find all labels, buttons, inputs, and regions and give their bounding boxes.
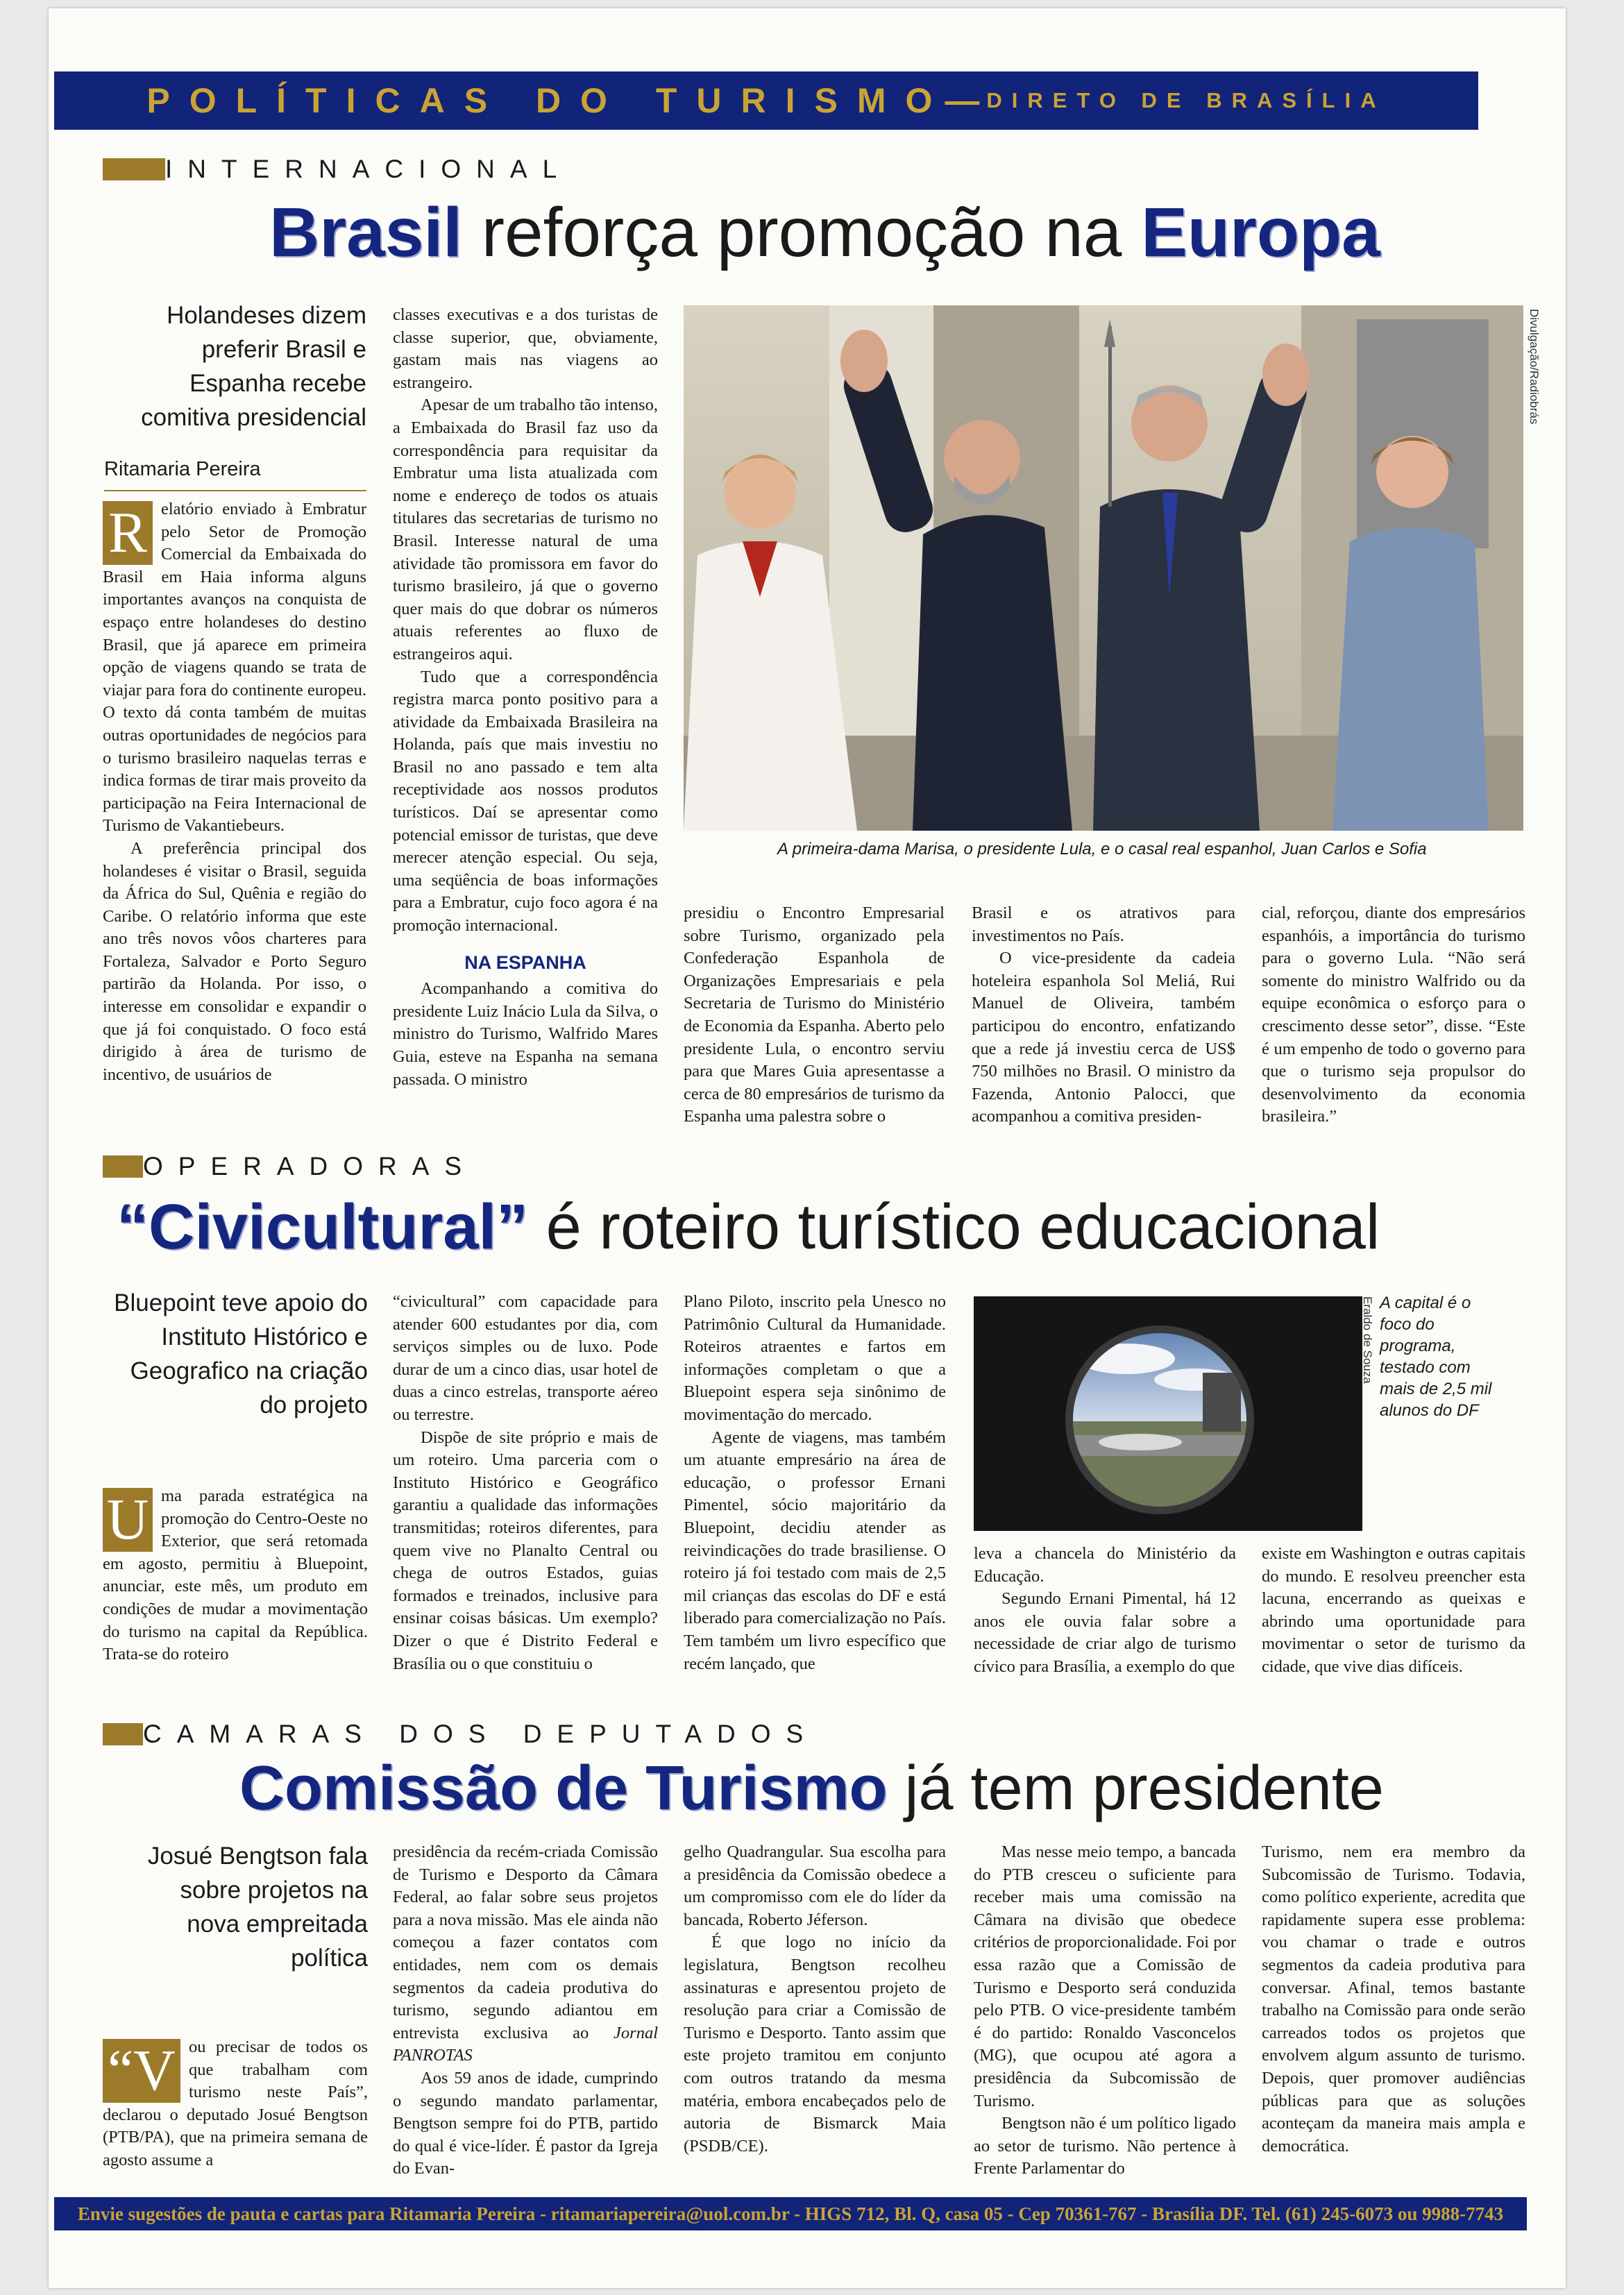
footer-bar (54, 2197, 1527, 2230)
masthead-title: POLÍTICAS DO TURISMO (146, 81, 952, 120)
paragraph: Agente de viagens, mas também um atuante empresário na área de educação, o professor Ernani Pimentel, sócio majoritário da Bluepoint, decidiu atender as reivindicações do trade brasiliense. O roteiro já foi testado com mais de 2,5 mil crianças das escolas do DF e está liberado para comercialização no País. Tem também um livro específico que recém lançado, que (684, 1428, 946, 1673)
section-label-operadoras (103, 1152, 477, 1181)
section-label-camaras (103, 1720, 818, 1749)
masthead-separator: — (945, 81, 980, 120)
article1-photo-credit: Divulgação/Radiobrás (1528, 309, 1541, 425)
dropcap: U (103, 1488, 153, 1552)
paragraph: presidiu o Encontro Empresarial sobre Turismo, organizado pela Confederação Espanhola de Organizações Empresariais e pela Secretaria de Turismo do Ministério de Economia da Espanha. Aberto pelo presidente Lula, o encontro serviu para que Mares Guia apresentasse a cerca de 80 empresários de turismo da Espanha uma palestra sobre o (684, 904, 945, 1126)
paragraph: leva a chancela do Ministério da Educação. (974, 1544, 1236, 1586)
headline-bold-word: “Civicultural” (117, 1192, 529, 1262)
article3-headline (239, 1749, 1384, 1828)
paragraph: Mas nesse meio tempo, a bancada do PTB cresceu o suficiente para receber mais uma comissão na Câmara na divisão que obedece critérios de proporcionalidade. Foi por essa razão que a Comissão de Turismo e Desporto será conduzida pelo PTB. O vice-presidente também é do partido: Ronaldo Vasconcelos (MG), que ocupou até agora a presidência da Subcomissão de Turismo. (974, 1843, 1236, 2110)
article2-photo (974, 1296, 1362, 1531)
article3-column-3 (684, 1841, 946, 2158)
article1-column-4 (972, 902, 1235, 1128)
paragraph: Brasil e os atrativos para investimentos no País. (972, 904, 1235, 945)
section-label-text: OPERADORAS (143, 1152, 477, 1180)
subsection-heading: NA ESPANHA (464, 951, 586, 973)
paragraph-text: presidência da recém-criada Comissão de Turismo e Desporto da Câmara Federal, ao falar sobre seus projetos para a nova missão. Mas ele ainda não começou a fazer contatos com entidades, nem com os demais segmentos da cadeia produtiva do turismo, segundo adiantou em entrevista exclusiva ao (393, 1843, 658, 2042)
article2-column-4 (974, 1543, 1236, 1679)
masthead (54, 71, 1478, 130)
photo-illustration (974, 1296, 1362, 1531)
headline-bold-word: Comissão de Turismo (239, 1754, 888, 1823)
headline-regular-text: reforça promoção na (462, 194, 1142, 271)
paragraph: classes executivas e a dos turistas de classe superior, que, obviamente, gastam mais nas viagens ao estrangeiro. (393, 305, 658, 392)
section-label-internacional (103, 155, 572, 184)
paragraph: Apesar de um trabalho tão intenso, a Embaixada do Brasil faz uso da correspondência para requisitar da Embratur uma lista atualizada com nome e endereço de todos os atuais titulares das secretarias de turismo no Brasil. Interesse natural de uma atividade tão promissora em favor do turismo brasileiro, já que o governo quer mais do que dobrar os números atuais referentes ao fluxo de estrangeiros aqui. (393, 396, 658, 663)
paragraph: elatório enviado à Embratur pelo Setor de Promoção Comercial da Embaixada do Brasil em Haia informa alguns importantes avanços na conquista de espaço entre holandeses do destino Brasil, que já aparece em primeira opção de viagens quando se trata de viajar para fora do continente europeu. O texto dá conta também de muitas outras oportunidades de negócios para o turismo brasileiro naquelas terras e indica formas de tirar mais proveito da participação na Feira Internacional de Turismo de Vakantiebeurs. (103, 500, 366, 836)
paragraph: Plano Piloto, inscrito pela Unesco no Patrimônio Cultural da Humanidade. Roteiros atraentes e fartos em informações completam o que a Bluepoint espera seja sinônimo de movimentação do mercado. (684, 1292, 946, 1424)
section-label-bar (103, 158, 165, 180)
article1-subhead: Holandeses dizem preferir Brasil e Espanha recebe comitiva presidencial (141, 302, 366, 431)
article3-column-5 (1262, 1841, 1525, 2158)
paragraph: Acompanhando a comitiva do presidente Luiz Inácio Lula da Silva, o ministro do Turismo, Walfrido Mares Guia, esteve na Espanha na semana passada. O ministro (393, 979, 658, 1089)
article2-headline (117, 1187, 1380, 1267)
article3-subhead: Josué Bengtson fala sobre projetos na nova empreitada política (147, 1843, 368, 1972)
paragraph: Dispõe de site próprio e mais de um roteiro. Uma parceria com o Instituto Histórico e Geográfico garantiu a qualidade das informações transmitidas; roteiros diferentes, para quem vive no Planalto Central ou chega de outros Estados, guias formados e treinados, inclusive para ensinar coisas básicas. Um exemplo? Dizer o que é Distrito Federal e Brasília ou o que constituiu o (393, 1428, 658, 1673)
paragraph: Turismo, nem era membro da Subcomissão de Turismo. Todavia, como político experiente, acredita que rapidamente supera esse problema: vou chamar o trade e outros segmentos da cadeia produtiva para conversar. Afinal, temos bastante trabalho na Comissão para onde serão carreados todos os projetos que envolvem algum assunto de turismo. Depois, quer promover audiências públicas para que as soluções aconteçam da maneira mais ampla e democrática. (1262, 1843, 1525, 2156)
paragraph: ma parada estratégica na promoção do Centro-Oeste no Exterior, que será retomada em agosto, permitiu à Bluepoint, anunciar, este mês, um produto em condições de mudar a movimentação do turismo na capital da República. Trata-se do roteiro (103, 1487, 368, 1664)
footer-contact-text: Envie sugestões de pauta e cartas para Ritamaria Pereira - ritamariapereira@uol.com.br - HIGS 712, Bl. Q, casa 05 - Cep 70361-767 - Brasília DF. Tel. (61) 245-6073 ou 9988-7743 (77, 2203, 1504, 2224)
paragraph: É que logo no início da legislatura, Bengtson recolheu assinaturas e apresentou projeto de resolução para criar a Comissão de Turismo e Desporto. Tanto assim que este projeto tramitou em conjunto com outros tratando da mesma matéria, embora encabeçados pelo de autoria de Bismarck Maia (PSDB/CE). (684, 1933, 946, 2156)
article3-column-4 (974, 1841, 1236, 2180)
paragraph: “civicultural” com capacidade para atender 600 estudantes por dia, com serviços simples ou de luxo. Pode durar de um a cinco dias, usar hotel de duas a cinco estrelas, transporte aéreo ou terrestre. (393, 1292, 658, 1424)
article3-column-1 (103, 2036, 368, 2172)
paragraph: A preferência principal dos holandeses é visitar o Brasil, seguida da África do Sul, Quênia e região do Caribe. O relatório informa que este ano três novos vôos charteres para Fortaleza, Salvador e Porto Seguro partirão da Holanda. Por isso, o interesse em consolidar e expandir o que já foi conquistado. O foco está dirigido à área de turismo de incentivo, de usuários de (103, 838, 366, 1084)
article2-photo-credit: Eraldo de Souza (1361, 1296, 1374, 1384)
headline-regular-text: já tem presidente (887, 1754, 1384, 1823)
section-label-text: CAMARAS DOS DEPUTADOS (143, 1720, 819, 1748)
article3-column-2 (393, 1841, 658, 2180)
paragraph: gelho Quadrangular. Sua escolha para a presidência da Comissão obedece a um compromisso com ele do líder da bancada, Roberto Jéferson. (684, 1843, 946, 1929)
paragraph: Segundo Ernani Pimental, há 12 anos ele ouvia falar sobre a necessidade de criar algo de turismo cívico para Brasília, a exemplo do que (974, 1589, 1236, 1676)
headline-bold-word: Europa (1141, 194, 1380, 271)
byline-rule (104, 490, 366, 491)
photo-illustration (684, 305, 1523, 831)
paragraph: ou precisar de todos os que trabalham com turismo neste País”, declarou o deputado Josué Bengtson (PTB/PA), que na primeira semana de agosto assume a (103, 2038, 368, 2169)
article1-column-2 (393, 304, 658, 1091)
paragraph: Aos 59 anos de idade, cumprindo o segundo mandato parlamentar, Bengtson sempre foi do PTB, partido do qual é vice-líder. É pastor da Igreja do Evan- (393, 2068, 658, 2178)
masthead-subtitle: DIRETO DE BRASÍLIA (986, 88, 1386, 112)
section-label-bar (103, 1723, 143, 1745)
paragraph (393, 1841, 658, 2067)
article1-headline (269, 191, 1380, 274)
article1-byline: Ritamaria Pereira (104, 458, 261, 480)
article2-column-1 (103, 1485, 368, 1666)
article1-photo (684, 305, 1523, 831)
article1-photo-caption: A primeira-dama Marisa, o presidente Lula, e o casal real espanhol, Juan Carlos e Sofia (777, 840, 1427, 858)
paragraph: cial, reforçou, diante dos empresários espanhóis, a importância do turismo para o governo Lula. “Não será somente do ministro Walfrido ou da equipe econômica o esforço para o crescimento desse setor”, disse. “Este é um empenho de todo o governo para que o turismo seja propulsor do desenvolvimento da economia brasileira.” (1262, 904, 1525, 1126)
article2-column-3 (684, 1291, 946, 1675)
paragraph: existe em Washington e outras capitais do mundo. E resolveu preencher esta lacuna, encerrando as queixas e abrindo uma oportunidade para movimentar o setor de turismo da cidade, que vive dias difíceis. (1262, 1544, 1525, 1676)
headline-regular-text: é roteiro turístico educacional (528, 1192, 1380, 1262)
article1-column-3 (684, 902, 945, 1128)
dropcap: “V (103, 2039, 180, 2103)
article1-column-5 (1262, 902, 1525, 1128)
headline-bold-word: Brasil (269, 194, 462, 271)
article2-column-5 (1262, 1543, 1525, 1679)
article1-column-1 (103, 498, 366, 1086)
article2-subhead: Bluepoint teve apoio do Instituto Histórico e Geografico na criação do projeto (114, 1289, 368, 1419)
section-label-bar (103, 1155, 143, 1178)
paragraph: Tudo que a correspondência registra marca ponto positivo para a atividade da Embaixada Brasileira na Holanda, país que mais investiu no Brasil no ano passado e tem alta receptividade aos nossos produtos turísticos. Daí se apresentar como potencial emissor de turistas, que deve merecer atenção especial. Ou seja, uma seqüência de boas informações para a Embratur, cujo foco agora é na promoção internacional. (393, 667, 658, 935)
dropcap: R (103, 501, 153, 565)
publication-name: Jornal PANROTAS (393, 2023, 658, 2065)
paragraph: O vice-presidente da cadeia hoteleira espanhola Sol Meliá, Rui Manuel de Oliveira, também participou do encontro, enfatizando que a rede já investiu cerca de US$ 750 milhões no Brasil. O ministro da Fazenda, Antonio Palocci, que acompanhou a comitiva presiden- (972, 949, 1235, 1126)
paragraph: Bengtson não é um político ligado ao setor de turismo. Não pertence à Frente Parlamentar do (974, 2114, 1236, 2178)
article2-column-2 (393, 1291, 658, 1675)
section-label-text: INTERNACIONAL (165, 155, 573, 183)
article2-photo-caption: A capital é o foco do programa, testado com mais de 2,5 mil alunos do DF (1380, 1294, 1492, 1420)
